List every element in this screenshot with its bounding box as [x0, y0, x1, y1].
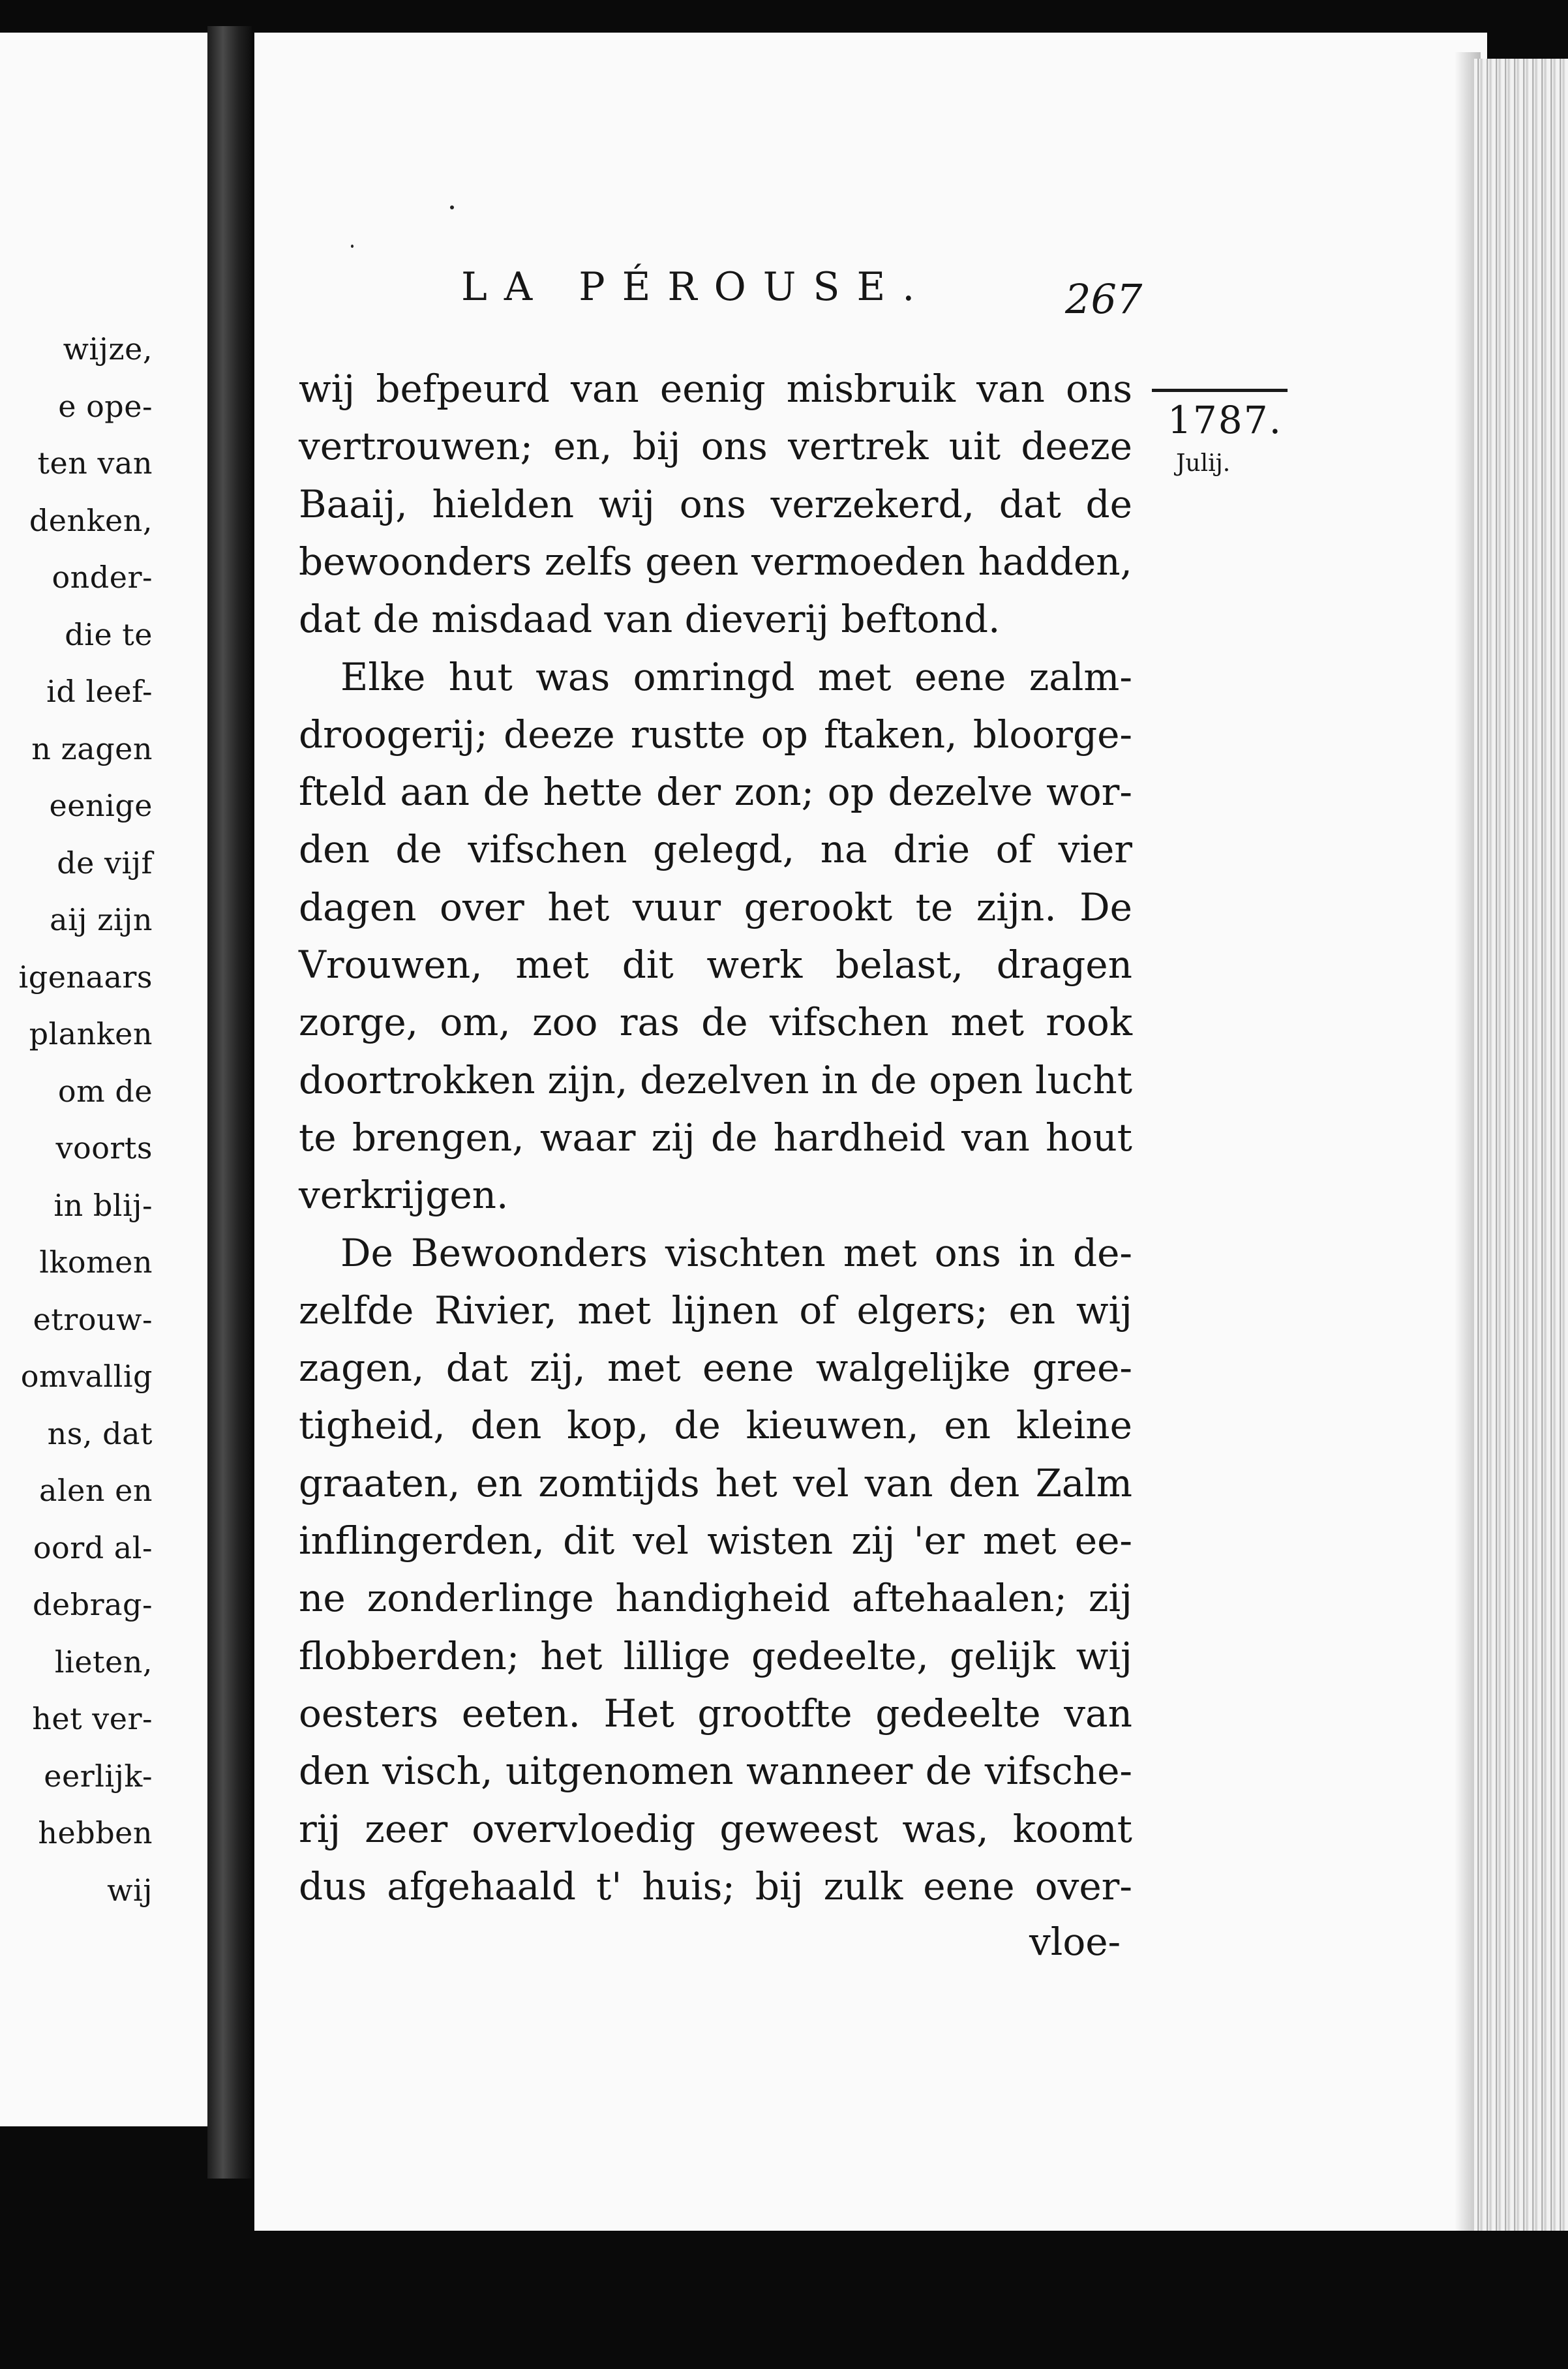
- previous-page-line: ns, dat: [47, 1415, 153, 1451]
- body-line: inflingerden, dit vel wisten zij 'er met ee-: [299, 1518, 1132, 1563]
- body-line: tigheid, den kop, de kieuwen, en kleine: [299, 1403, 1132, 1448]
- page-stack-edge: [1474, 59, 1568, 2231]
- previous-page-line: n zagen: [31, 731, 153, 766]
- book-spine-shadow: [207, 26, 252, 2179]
- body-line: dat de misdaad van dieverij beftond.: [299, 597, 1001, 642]
- previous-page-line: omvallig: [20, 1359, 153, 1394]
- page-number: 267: [1065, 275, 1143, 323]
- body-line: fteld aan de hette der zon; op dezelve wor-: [299, 770, 1132, 815]
- body-line: den de vifschen gelegd, na drie of vier: [299, 827, 1132, 872]
- previous-page-line: wijze,: [63, 331, 153, 367]
- body-line: verkrijgen.: [299, 1173, 509, 1218]
- margin-note-year: 1787.: [1168, 398, 1283, 442]
- body-line: zagen, dat zij, met eene walgelijke gree-: [299, 1346, 1132, 1391]
- previous-page-line: voorts: [55, 1130, 153, 1166]
- previous-page-line: lkomen: [39, 1245, 153, 1280]
- previous-page-line: in blij-: [53, 1187, 153, 1223]
- body-line: zelfde Rivier, met lijnen of elgers; en wij: [299, 1288, 1132, 1333]
- body-line: droogerij; deeze rustte op ftaken, bloorge-: [299, 712, 1132, 757]
- body-line: dagen over het vuur gerookt te zijn. De: [299, 884, 1132, 929]
- body-line: Elke hut was omringd met eene zalm-: [340, 654, 1132, 699]
- previous-page-line: lieten,: [54, 1644, 153, 1680]
- body-line: bewoonders zelfs geen vermoeden hadden,: [299, 539, 1132, 584]
- previous-page-line: etrouw-: [33, 1301, 153, 1337]
- body-line: De Bewoonders vischten met ons in de-: [340, 1230, 1132, 1275]
- ink-speck: [351, 245, 354, 248]
- previous-page-line: de vijf: [57, 845, 153, 881]
- body-line: wij befpeurd van eenig misbruik van ons: [299, 367, 1132, 411]
- body-line: doortrokken zijn, dezelven in de open lucht: [299, 1057, 1132, 1102]
- previous-page-line: planken: [29, 1016, 153, 1051]
- body-line: Baaij, hielden wij ons verzekerd, dat de: [299, 481, 1132, 526]
- previous-page-line: onder-: [52, 560, 153, 595]
- body-line: zorge, om, zoo ras de vifschen met rook: [299, 1000, 1132, 1045]
- previous-page-line: igenaars: [18, 959, 153, 995]
- previous-page-line: om de: [57, 1073, 153, 1109]
- body-line: dus afgehaald t' huis; bij zulk eene over-: [299, 1864, 1132, 1909]
- previous-page-line: e ope-: [58, 388, 153, 424]
- running-head: LA PÉROUSE.: [461, 264, 932, 310]
- previous-page-line: oord al-: [33, 1530, 153, 1565]
- ink-speck: [450, 205, 454, 209]
- previous-page-line: eerlijk-: [44, 1758, 153, 1794]
- previous-page-line: id leef-: [46, 674, 153, 709]
- body-line: oesters eeten. Het grootfte gedeelte van: [299, 1691, 1132, 1736]
- previous-page-line: debrag-: [32, 1587, 153, 1622]
- body-line: te brengen, waar zij de hardheid van hout: [299, 1115, 1132, 1160]
- body-line: vertrouwen; en, bij ons vertrek uit deeze: [299, 424, 1132, 469]
- previous-page-line: het ver-: [32, 1701, 153, 1736]
- previous-page-line: ten van: [37, 445, 153, 481]
- previous-page: [0, 33, 207, 2126]
- previous-page-line: denken,: [29, 502, 153, 538]
- body-line: Vrouwen, met dit werk belast, dragen: [299, 943, 1132, 987]
- body-line: rij zeer overvloedig geweest was, koomt: [299, 1806, 1132, 1851]
- previous-page-line: wij: [107, 1872, 153, 1908]
- catchword: vloe-: [1029, 1920, 1121, 1964]
- previous-page-line: die te: [65, 616, 153, 652]
- previous-page-line: hebben: [38, 1815, 153, 1850]
- previous-page-line: alen en: [39, 1473, 153, 1508]
- previous-page-line: eenige: [49, 788, 153, 823]
- margin-note-month: Julij.: [1176, 450, 1231, 477]
- body-line: flobberden; het lillige gedeelte, gelijk wij: [299, 1633, 1132, 1678]
- previous-page-line: aij zijn: [50, 902, 153, 937]
- margin-rule: [1152, 389, 1288, 392]
- body-line: ne zonderlinge handigheid aftehaalen; zij: [299, 1576, 1132, 1621]
- body-line: den visch, uitgenomen wanneer de vifsche-: [299, 1749, 1132, 1794]
- body-line: graaten, en zomtijds het vel van den Zalm: [299, 1460, 1132, 1505]
